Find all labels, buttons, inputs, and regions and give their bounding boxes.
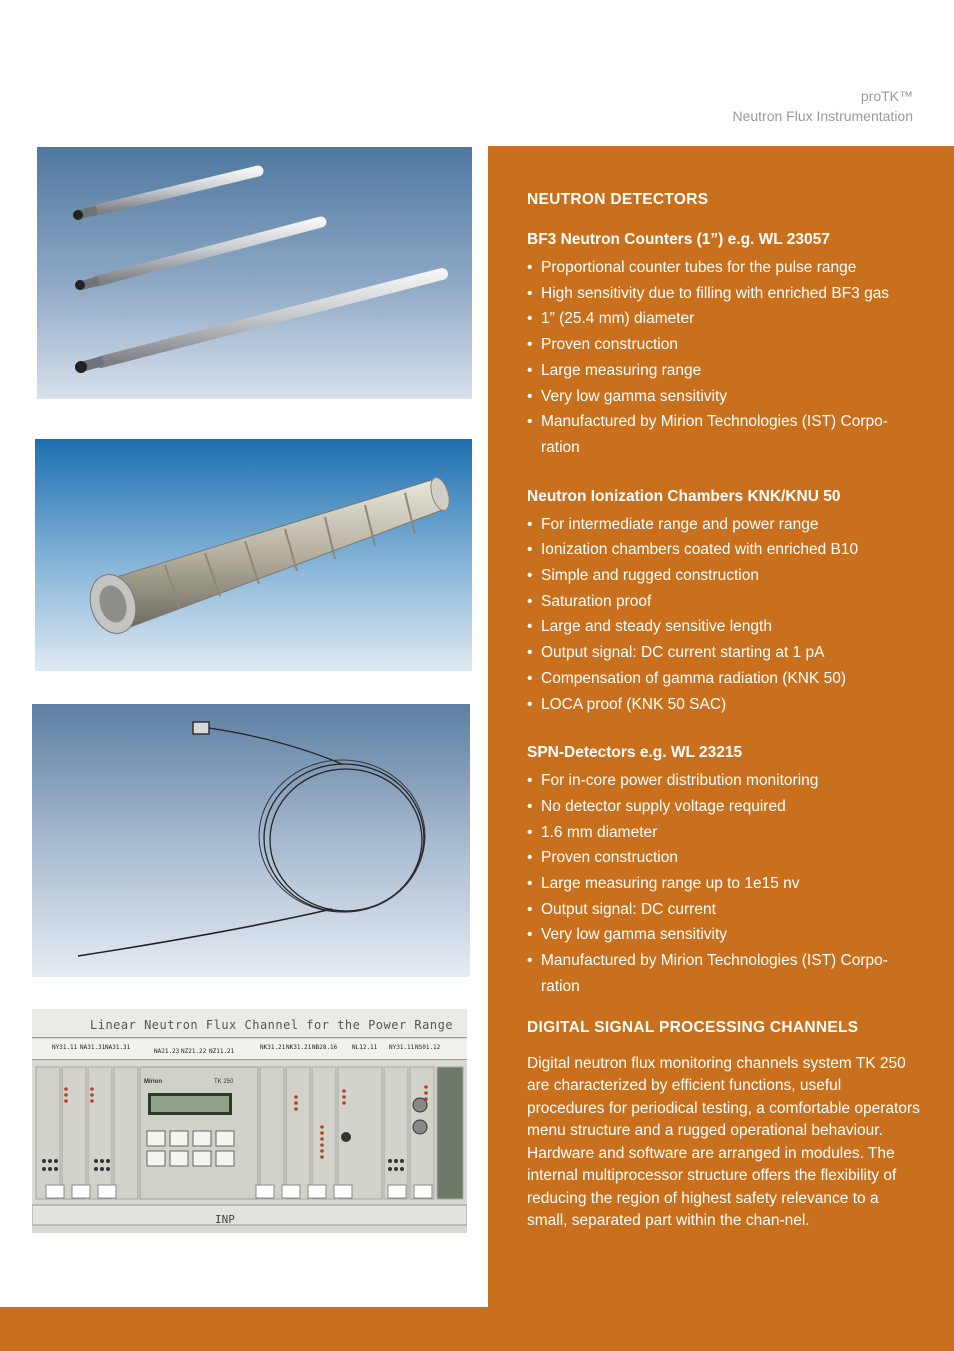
rack-model: TK 250 [214,1079,234,1085]
list-item: • Simple and rugged construction [527,563,922,589]
module-tag: NB28.16 [312,1044,338,1051]
list-item: • For in-core power distribution monitoring [527,768,922,794]
list-item: • 1” (25.4 mm) diameter [527,306,922,332]
list-item: • For intermediate range and power range [527,512,922,538]
list-item: • Manufactured by Mirion Technologies (IST) Corpo-ration [527,948,922,999]
module-tag: NZ11.21 [209,1048,235,1055]
bullet-list [527,768,922,999]
list-item: • Output signal: DC current starting at 1 pA [527,640,922,666]
list-item: • Proven construction [527,845,922,871]
list-item: • Large measuring range up to 1e15 nv [527,871,922,897]
rack-banner-text: Linear Neutron Flux Channel for the Power Range [90,1018,454,1032]
module-tag: NY31.11 [52,1044,78,1051]
neutron-detectors-heading: NEUTRON DETECTORS [527,191,709,208]
dsp-channels-heading: DIGITAL SIGNAL PROCESSING CHANNELS [527,1018,859,1036]
module-tag: NL12.11 [352,1044,378,1051]
list-item: • LOCA proof (KNK 50 SAC) [527,692,922,718]
module-tag: NA21.23 [154,1048,180,1055]
rack-brand: Mirion [144,1079,162,1085]
spn-detector-photo [32,704,470,977]
page-header [732,86,913,126]
rack-bottom-label: INP [215,1213,235,1226]
group-title: BF3 Neutron Counters (1”) e.g. WL 23057 [527,231,830,248]
list-item: • Output signal: DC current [527,897,922,923]
text-column [527,190,922,1233]
bf3-counter-tubes-photo [37,147,472,399]
group-title: SPN-Detectors e.g. WL 23215 [527,744,743,762]
footer-bar [0,1307,954,1351]
list-item: • Compensation of gamma radiation (KNK 50) [527,666,922,692]
list-item: • Proportional counter tubes for the pulse range [527,255,922,281]
module-tag: NA31.31 [105,1044,131,1051]
list-item: • Very low gamma sensitivity [527,922,922,948]
module-tag: NK31.21 [286,1044,312,1051]
ionization-group [527,487,922,718]
tk250-rack-photo [32,1009,467,1233]
bullet-list [527,255,922,461]
list-item: • Proven construction [527,332,922,358]
list-item: • Manufactured by Mirion Technologies (IST) Corpo-ration [527,409,922,460]
spn-group [527,743,922,999]
ionization-chamber-photo [35,439,472,671]
bullet-list [527,512,922,718]
module-tag: NY31.11 [389,1044,415,1051]
list-item: • Saturation proof [527,589,922,615]
dsp-description: Digital neutron flux monitoring channels system TK 250 are characterized by efficient functions, useful procedures for periodical testing, a comfortable operators menu structure and a rugged operational behaviour. Hardware and software are arranged in modules. The internal multiprocessor structure offers the flexibility of reducing the region of highest safety relevance to a small, separated part within the chan-nel. [527,1054,920,1230]
list-item: • No detector supply voltage required [527,794,922,820]
product-subtitle: Neutron Flux Instrumentation [732,108,913,124]
list-item: • High sensitivity due to filling with enriched BF3 gas [527,281,922,307]
product-name: proTK™ [860,88,913,104]
list-item: • Large measuring range [527,358,922,384]
group-title: Neutron Ionization Chambers KNK/KNU 50 [527,487,841,505]
list-item: • Large and steady sensitive length [527,614,922,640]
bf3-group [527,230,922,461]
list-item: • Ionization chambers coated with enriched B10 [527,537,922,563]
list-item: • Very low gamma sensitivity [527,384,922,410]
module-tag: NS01.12 [415,1044,441,1051]
module-tag: NK31.21 [260,1044,286,1051]
module-tag: NZ21.22 [181,1048,207,1055]
module-tag: NA31.31 [80,1044,106,1051]
list-item: • 1.6 mm diameter [527,820,922,846]
